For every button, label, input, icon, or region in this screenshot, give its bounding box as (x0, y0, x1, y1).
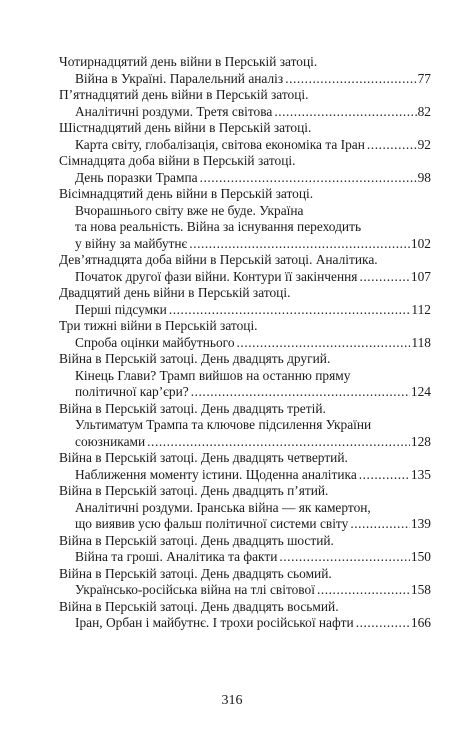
toc-entry-title (59, 153, 431, 170)
toc-entry-subtitle-text: у війну за майбутнє (75, 235, 188, 251)
toc-page-number: 77 (417, 70, 431, 86)
toc-page-number: 166 (410, 615, 431, 630)
toc-entry-subtitle-line (59, 203, 431, 220)
toc-entry-subtitle-text: Вчорашнього світу вже не буде. Україна (75, 202, 304, 218)
toc-entry-subtitle-line (59, 269, 431, 286)
toc-entry (59, 153, 431, 186)
toc-entry-subtitle-line (59, 104, 431, 121)
toc-page-number: 107 (410, 268, 431, 284)
toc-entry (59, 533, 431, 566)
toc-entry (59, 450, 431, 483)
toc-entry-title (59, 599, 431, 616)
toc-entry-title-text: Двадцятий день війни в Перській затоці. (59, 285, 291, 300)
toc-entry (59, 186, 431, 252)
toc-leader-dots (359, 269, 409, 286)
toc-entry-subtitle-text: Українсько-російська війна на тлі світової (75, 582, 315, 597)
toc-entry (59, 285, 431, 318)
toc-leader-dots (147, 434, 410, 451)
toc-leader-dots (359, 467, 410, 484)
toc-entry-title-text: Війна в Перській затоці. День двадцять другий. (59, 351, 331, 366)
toc-page-number: 102 (410, 235, 431, 251)
toc-entry-title-text: Війна в Перській затоці. День двадцять сьомий. (59, 565, 332, 581)
toc-page-number: 158 (410, 582, 431, 597)
toc-entry-subtitle-line (59, 516, 431, 533)
toc-entry-subtitle-line (59, 384, 431, 401)
toc-entry-subtitle-text: Спроба оцінки майбутнього (75, 334, 235, 350)
toc-entry-subtitle-line (59, 236, 431, 253)
toc-entry-title-text: П’ятнадцятий день війни в Перській затоці. (59, 87, 309, 102)
toc-entry-title-text: Шістнадцятий день війни в Перській затоці. (59, 120, 312, 135)
toc-entry-title (59, 252, 431, 269)
toc-entry-title-text: Вісімнадцятий день війни в Перській затоці. (59, 186, 314, 201)
toc-entry-title (59, 54, 431, 71)
toc-entry-subtitle-line (59, 170, 431, 187)
toc-entry-subtitle-text: Карта світу, глобалізація, світова економіка та Іран (75, 136, 365, 152)
toc-page-number: 92 (417, 136, 431, 152)
toc-entry-subtitle-text: Війна в Україні. Паралельний аналіз (75, 70, 284, 86)
toc-entry-subtitle-text: Аналітичні роздуми. Третя світова (75, 103, 273, 119)
toc-entry-subtitle-text: союзниками (75, 433, 146, 449)
toc-entry-subtitle-line (59, 549, 431, 566)
toc-page-number: 139 (410, 516, 431, 531)
toc-entry-title-text: Війна в Перській затоці. День двадцять восьмий. (59, 598, 339, 614)
toc-entry-subtitle-text: Наближення моменту істини. Щоденна аналітика (75, 466, 357, 482)
toc-leader-dots (274, 104, 416, 121)
toc-entry-subtitle-line (59, 71, 431, 88)
toc-entry-title-text: Війна в Перській затоці. День двадцять четвертий. (59, 450, 348, 465)
toc-entry-subtitle-line (59, 434, 431, 451)
toc-entry (59, 120, 431, 153)
toc-entry (59, 351, 431, 401)
toc-leader-dots (367, 137, 417, 154)
toc-entry-subtitle-text: Аналітичні роздуми. Іранська війна — як камертон, (75, 499, 371, 515)
toc-entry-title (59, 351, 431, 368)
toc-page-number: 128 (410, 433, 431, 449)
toc-entry (59, 483, 431, 533)
toc-page-number: 112 (411, 301, 431, 317)
toc-entry (59, 54, 431, 87)
toc-entry-title (59, 450, 431, 467)
toc-entry (59, 252, 431, 285)
toc-entry-title (59, 483, 431, 500)
toc-entry-subtitle-text: Війна та гроші. Аналітика та факти (75, 549, 278, 564)
table-of-contents (59, 54, 431, 632)
toc-entry-subtitle-line (59, 582, 431, 599)
toc-page-number: 82 (417, 103, 431, 119)
toc-leader-dots (285, 71, 416, 88)
toc-page-number: 98 (417, 169, 431, 185)
toc-entry (59, 318, 431, 351)
toc-entry-subtitle-text: День поразки Трампа (75, 169, 198, 185)
toc-leader-dots (200, 170, 417, 187)
toc-entry-title-text: Війна в Перській затоці. День двадцять шостий. (59, 532, 334, 548)
toc-entry-subtitle-text: та нова реальність. Війна за існування переходить (75, 219, 362, 234)
page-number: 316 (221, 693, 243, 708)
toc-entry-subtitle-line (59, 368, 431, 385)
toc-entry-subtitle-text: політичної кар’єри? (75, 384, 189, 399)
toc-entry-title-text: Сімнадцята доба війни в Перській затоці. (59, 153, 296, 168)
toc-page-number: 135 (410, 466, 431, 482)
toc-entry-title-text: Дев’ятнадцята доба війни в Перській затоці. Аналітика. (59, 252, 378, 267)
toc-entry-subtitle-text: що виявив усю фальш політичної системи світу (75, 516, 349, 531)
toc-entry-subtitle-line (59, 137, 431, 154)
toc-leader-dots (189, 236, 410, 253)
toc-entry (59, 566, 431, 599)
toc-leader-dots (191, 384, 410, 401)
toc-entry-subtitle-line (59, 302, 431, 319)
toc-entry-subtitle-line (59, 467, 431, 484)
toc-entry-title (59, 120, 431, 137)
toc-leader-dots (356, 615, 410, 632)
toc-entry-subtitle-line (59, 417, 431, 434)
toc-page-number: 118 (411, 334, 431, 350)
toc-entry (59, 401, 431, 451)
toc-leader-dots (237, 335, 411, 352)
toc-entry-title-text: Три тижні війни в Перській затоці. (59, 318, 258, 333)
toc-entry-subtitle-text: Перші підсумки (75, 301, 167, 317)
toc-entry-subtitle-text: Початок другої фази війни. Контури її закінчення (75, 268, 358, 284)
toc-entry (59, 87, 431, 120)
toc-entry-title (59, 285, 431, 302)
toc-entry-title (59, 533, 431, 550)
toc-entry-title-text: Війна в Перській затоці. День двадцять п’ятий. (59, 483, 329, 498)
toc-leader-dots (169, 302, 411, 319)
toc-entry-title-text: Чотирнадцятий день війни в Перській затоці. (59, 54, 318, 69)
toc-entry-title (59, 186, 431, 203)
toc-entry-title (59, 87, 431, 104)
toc-entry-subtitle-line (59, 500, 431, 517)
toc-page-number: 124 (410, 384, 431, 399)
toc-entry-subtitle-text: Ультиматум Трампа та ключове підсилення України (75, 417, 372, 432)
toc-page-number: 150 (410, 549, 431, 564)
toc-entry-subtitle-text: Кінець Глави? Трамп вийшов на останню пряму (75, 367, 351, 383)
toc-entry-title-text: Війна в Перській затоці. День двадцять третій. (59, 400, 326, 416)
toc-entry-title (59, 401, 431, 418)
toc-leader-dots (350, 516, 410, 533)
toc-leader-dots (279, 549, 410, 566)
toc-entry-subtitle-line (59, 219, 431, 236)
toc-entry-title (59, 318, 431, 335)
toc-entry (59, 599, 431, 632)
toc-leader-dots (317, 582, 410, 599)
toc-entry-subtitle-line (59, 335, 431, 352)
toc-entry-subtitle-text: Іран, Орбан і майбутнє. І трохи російської нафти (75, 615, 354, 630)
toc-entry-subtitle-line (59, 615, 431, 632)
toc-entry-title (59, 566, 431, 583)
